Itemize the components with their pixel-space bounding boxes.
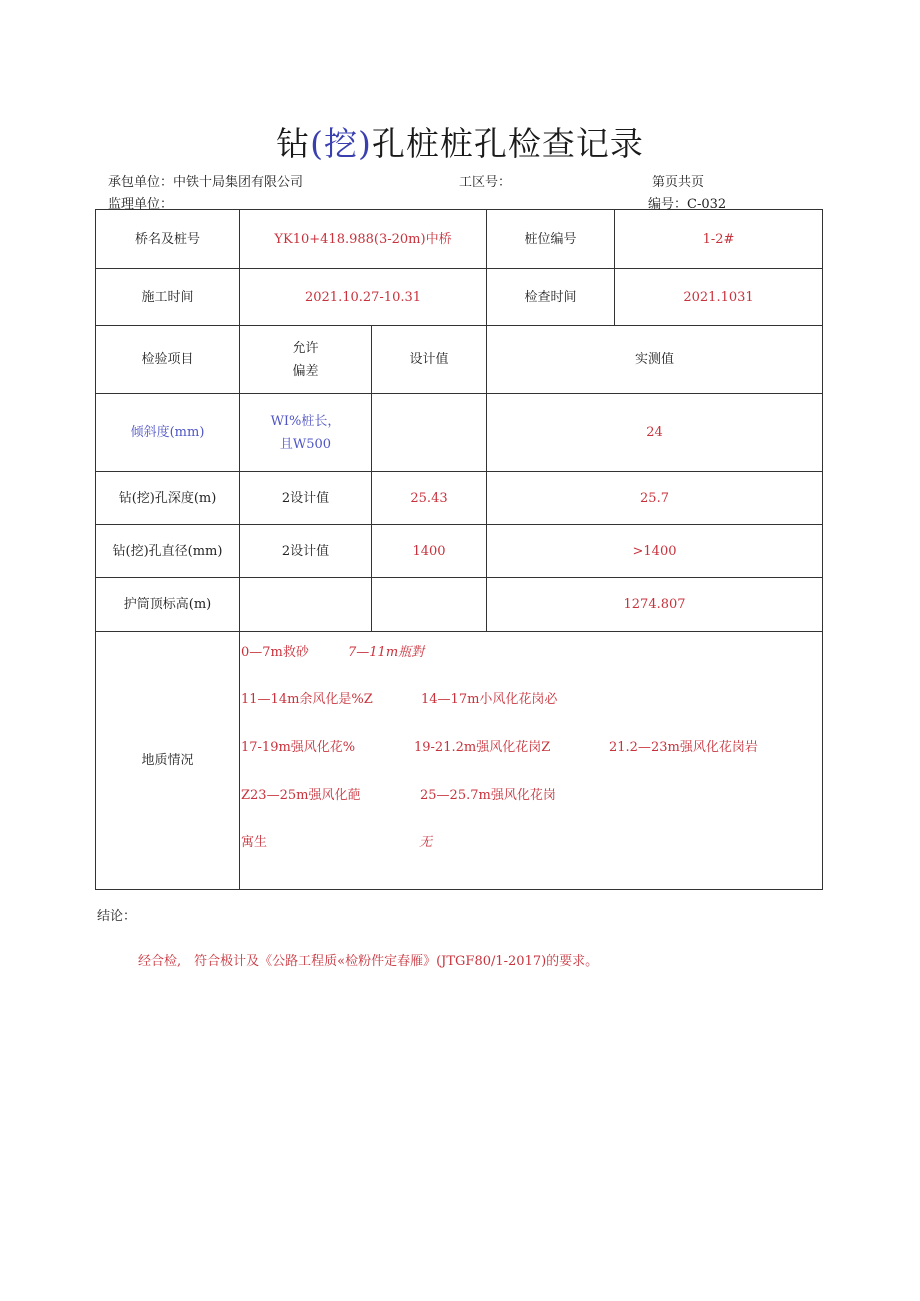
geology-entry: Z23—25m强风化葩 (241, 788, 361, 803)
title-paren: (挖) (310, 124, 372, 163)
pile-number-value: 1-2# (615, 210, 823, 269)
item-design (372, 578, 487, 632)
item-measured: 1274.807 (487, 578, 823, 632)
bridge-name-label: 桥名及桩号 (96, 210, 240, 269)
geology-content (240, 632, 823, 890)
geology-row (96, 632, 823, 890)
pile-number-label: 桩位编号 (487, 210, 615, 269)
item-measured: >1400 (487, 525, 823, 578)
item-measured: 25.7 (487, 472, 823, 525)
geology-entry: 寓生 (241, 835, 268, 850)
item-design: 25.43 (372, 472, 487, 525)
geology-entry: 7—11m瓶對 (348, 645, 425, 660)
item-tolerance: 2设计值 (240, 525, 372, 578)
page-title: 钻(挖)孔桩桩孔检查记录 (276, 124, 644, 163)
item-tolerance: 2设计值 (240, 472, 372, 525)
construction-time-label: 施工时间 (96, 269, 240, 326)
inspection-time-value: 2021.1031 (615, 269, 823, 326)
tolerance-header: 允许 偏差 (240, 326, 372, 394)
contractor-line: 承包单位：中铁十局集团有限公司 (108, 175, 304, 190)
geology-entry: 21.2—23m强风化花岗岩 (609, 740, 758, 755)
item-tolerance (240, 578, 372, 632)
item-design: 1400 (372, 525, 487, 578)
conclusion-label: 结论： (97, 909, 137, 924)
page-info: 第页共页 (652, 175, 705, 190)
geology-entry: 19-21.2m强风化花岗Z (414, 740, 551, 755)
bridge-name-value: YK10+418.988(3-20m)中桥 (240, 210, 487, 269)
item-name: 钻(挖)孔深度(m) (96, 472, 240, 525)
table-row (96, 578, 823, 632)
geology-entry: 17-19m强风化花% (241, 740, 356, 755)
item-tolerance: WI%桩长， 且W500 (240, 394, 372, 472)
time-row (96, 269, 823, 326)
table-row (96, 472, 823, 525)
item-name: 护筒顶标高(m) (96, 578, 240, 632)
construction-time-value: 2021.10.27-10.31 (240, 269, 487, 326)
item-design (372, 394, 487, 472)
supervisor-line: 监理单位： (108, 197, 174, 212)
measured-header: 实测值 (487, 326, 823, 394)
geology-label: 地质情况 (96, 632, 240, 890)
geology-entry: 0—7m救砂 (241, 645, 309, 660)
geology-entry: 11—14m余风化是%Z (241, 692, 373, 707)
geology-entry: 无 (419, 835, 433, 850)
table-row (96, 525, 823, 578)
table-row (96, 394, 823, 472)
item-measured: 24 (487, 394, 823, 472)
conclusion-text: 经合检, 符合极计及《公路工程质«检粉件定春雁》(JTGF80/1-2017)的要求。 (138, 954, 599, 969)
inspection-time-label: 检查时间 (487, 269, 615, 326)
bridge-row (96, 210, 823, 269)
work-area-label: 工区号： (459, 175, 512, 190)
design-header: 设计值 (372, 326, 487, 394)
header-row (96, 326, 823, 394)
item-header: 检验项目 (96, 326, 240, 394)
geology-entry: 25—25.7m强风化花岗 (420, 788, 556, 803)
item-name: 倾斜度(mm) (96, 394, 240, 472)
geology-entry: 14—17m小风化花岗必 (421, 692, 558, 707)
inspection-table (95, 209, 823, 890)
item-name: 钻(挖)孔直径(mm) (96, 525, 240, 578)
document-number: 编号：C-032 (648, 197, 727, 212)
